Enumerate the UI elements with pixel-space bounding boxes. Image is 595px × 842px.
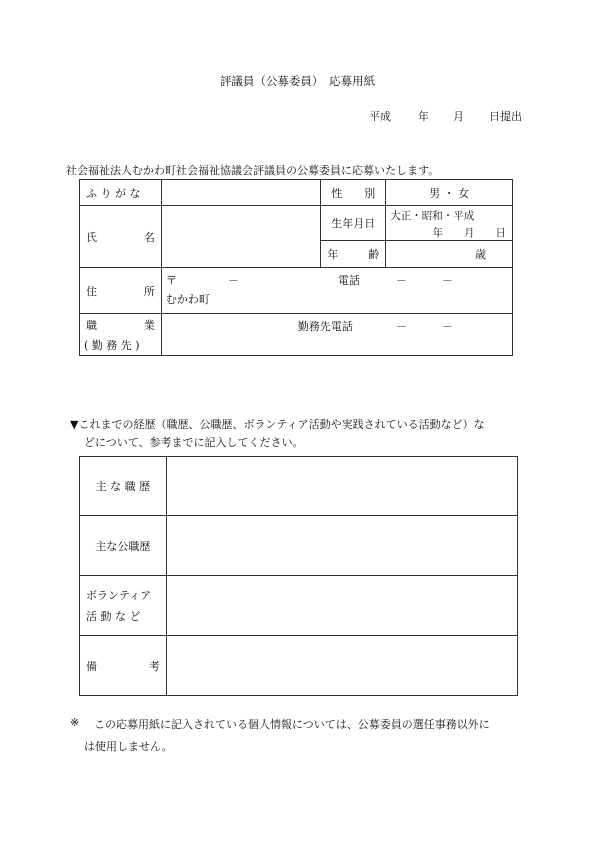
gender-select[interactable]: 男 ・ 女 <box>386 180 513 206</box>
history-heading-line1: ▼これまでの経歴（職歴、公職歴、ボランティア活動や実践されている活動など）な <box>70 418 485 431</box>
phone-dash-2: － <box>441 274 453 287</box>
date-year: 年 <box>418 110 429 123</box>
name-label: 氏 名 <box>80 206 162 268</box>
furigana-field[interactable] <box>161 180 321 206</box>
date-month: 月 <box>453 110 464 123</box>
gender-label: 性 別 <box>321 180 386 206</box>
history-row-volunteer-label: ボランティア 活 動 な ど <box>80 576 167 636</box>
history-row-remarks-label: 備 考 <box>80 636 167 696</box>
birthdate-label: 生年月日 <box>321 206 386 241</box>
postal-mark: 〒 <box>165 274 177 287</box>
job-field[interactable] <box>161 314 512 356</box>
history-row-public-label: 主な公職歴 <box>80 516 167 576</box>
town-text: むかわ町 <box>165 293 210 306</box>
phone-dash-1: － <box>395 274 407 287</box>
address-label: 住 所 <box>80 268 162 314</box>
name-field[interactable] <box>161 206 321 268</box>
furigana-label: ふ り が な <box>80 180 162 206</box>
history-table <box>79 456 518 696</box>
age-field[interactable]: 歳 <box>386 241 513 268</box>
notice-line2: は使用しません。 <box>84 740 173 753</box>
notice-mark: ※ <box>70 716 80 729</box>
history-row-job-field[interactable] <box>166 457 517 516</box>
birth-ymd: 年 月 日 <box>432 227 506 239</box>
history-row-job-label: 主 な 職 歴 <box>80 457 167 516</box>
history-row-remarks-field[interactable] <box>166 636 517 696</box>
work-phone-dash-1: － <box>395 320 407 333</box>
work-phone-label: 勤務先電話 <box>297 320 353 333</box>
history-heading-line2: どについて、参考までに記入してください。 <box>84 436 304 449</box>
history-row-public-field[interactable] <box>166 516 517 576</box>
history-row-volunteer-field[interactable] <box>166 576 517 636</box>
date-day: 日提出 <box>489 110 522 123</box>
phone-label: 電話 <box>337 274 360 287</box>
address-field[interactable] <box>161 268 512 314</box>
job-sub: ( 勤 務 先 ) <box>84 338 140 352</box>
postal-dash: － <box>227 274 239 287</box>
birthdate-field[interactable] <box>386 206 513 241</box>
applicant-form <box>79 179 513 356</box>
intro-text: 社会福祉法人むかわ町社会福祉協議会評議員の公募委員に応募いたします。 <box>66 164 440 177</box>
birth-eras: 大正・昭和・平成 <box>390 210 475 222</box>
work-phone-dash-2: － <box>441 320 453 333</box>
notice-line1: この応募用紙に記入されている個人情報については、公募委員の選任事務以外に <box>94 718 490 731</box>
date-era: 平成 <box>369 110 391 123</box>
document-title: 評議員（公募委員） 応募用紙 <box>219 74 376 88</box>
job-label: 職 業 ( 勤 務 先 ) <box>80 314 162 356</box>
age-label: 年 齢 <box>321 241 386 268</box>
